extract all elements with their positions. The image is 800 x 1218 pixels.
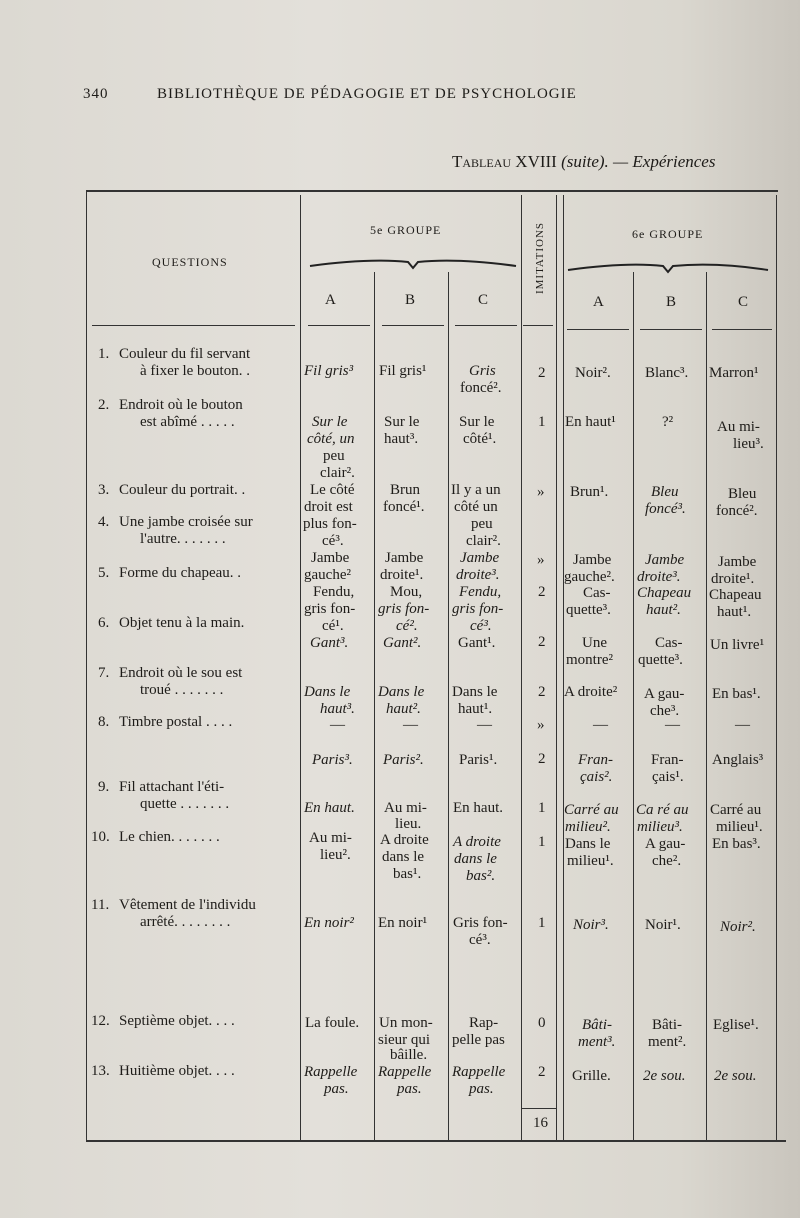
g6b-cell: che³. [650, 703, 680, 719]
g5c-cell: côté un [454, 499, 498, 515]
g5a-cell: gris fon- [304, 601, 356, 617]
g6a-cell: çais². [580, 769, 613, 785]
q2-line1: Endroit où le bouton [119, 397, 243, 413]
q1-line2: à fixer le bouton. . [140, 363, 250, 379]
imitation-count: 2 [538, 365, 546, 381]
g6a-cell: quette³. [566, 602, 611, 618]
imitation-count: » [537, 717, 545, 733]
g6b-cell: 2e sou. [643, 1068, 686, 1084]
g5c-cell: Il y a un [451, 482, 501, 498]
rule-questions [92, 325, 295, 326]
g5a-cell: La foule. [305, 1015, 360, 1031]
g5c-cell: pelle pas [452, 1032, 505, 1048]
g5b-cell: Gant². [383, 635, 422, 651]
g5c-cell: A droite [453, 834, 501, 850]
g5a-cell: peu [323, 448, 345, 464]
q1-num: 1. [98, 346, 110, 362]
g5a-cell: plus fon- [303, 516, 357, 532]
g6a-cell: montre² [566, 652, 613, 668]
q9-num: 9. [98, 779, 110, 795]
group5-brace [308, 254, 518, 270]
g6b-cell: Bleu [651, 484, 679, 500]
rule-6b [640, 329, 702, 330]
g5c-cell: Rappelle [452, 1064, 506, 1080]
g6c-cell: Noir². [720, 919, 756, 935]
g6b-cell: Chapeau [637, 585, 692, 601]
col-rule-questions [300, 195, 301, 1140]
q9-line1: Fil attachant l'éti- [119, 779, 225, 795]
imitation-count: 2 [538, 584, 546, 600]
g6b-cell: — [665, 717, 680, 733]
group6-header: 6e GROUPE [632, 227, 704, 241]
g5a-cell: pas. [324, 1081, 349, 1097]
g6c-cell: haut¹. [717, 604, 752, 620]
g5c-cell: En haut. [453, 800, 503, 816]
q12-line1: Septième objet. . . . [119, 1013, 235, 1029]
page-number: 340 [83, 86, 109, 102]
q11-num: 11. [91, 897, 110, 913]
g6c-cell: En bas³. [712, 836, 761, 852]
q7-line1: Endroit où le sou est [119, 665, 243, 681]
q5-num: 5. [98, 565, 110, 581]
g6a-cell: Carré au [564, 802, 619, 818]
table-bottom-rule [86, 1140, 786, 1142]
g6c-cell: En bas¹. [712, 686, 761, 702]
q4-line1: Une jambe croisée sur [119, 514, 253, 530]
g6b-cell: ?² [662, 414, 674, 430]
q4-line2: l'autre. . . . . . . [140, 531, 226, 547]
g5b-cell: Au mi- [384, 800, 427, 816]
g5a-cell: Sur le [312, 414, 348, 430]
g5c-cell: Gris fon- [453, 915, 508, 931]
g5c-cell: Gant¹. [458, 635, 496, 651]
g5c-cell: pas. [469, 1081, 494, 1097]
imitation-count: 2 [538, 751, 546, 767]
g5c-cell: Fendu, [459, 584, 502, 600]
g6b-cell: Cas- [655, 635, 683, 651]
q6-line1: Objet tenu à la main. [119, 615, 245, 631]
g6c-cell: Anglais³ [712, 752, 764, 768]
rule-6a [567, 329, 629, 330]
g6c-cell: Bleu [728, 486, 757, 502]
g5a-cell: Fil gris³ [304, 363, 354, 379]
g6b-cell: haut². [646, 602, 681, 618]
rule-imit [523, 325, 553, 326]
g5a-cell: droit est [304, 499, 353, 515]
g6a-cell: gauche². [564, 569, 615, 585]
g6c-cell: milieu¹. [716, 819, 763, 835]
q11-line1: Vêtement de l'individu [119, 897, 256, 913]
g6a-cell: Grille. [572, 1068, 611, 1084]
g5b-cell: Sur le [384, 414, 420, 430]
q13-line1: Huitième objet. . . . [119, 1063, 235, 1079]
g5b-cell: pas. [397, 1081, 422, 1097]
g6c-cell: Au mi- [717, 419, 760, 435]
g5a-cell: gauche² [304, 567, 351, 583]
g5a-cell: Le côté [310, 482, 355, 498]
g6b-cell: che². [652, 853, 682, 869]
g6c-cell: Eglise¹. [713, 1017, 759, 1033]
g6c-cell: Un livre¹ [710, 637, 765, 653]
caption-prefix: Tableau XVIII [452, 152, 562, 171]
g6b-cell: Bâti- [652, 1017, 682, 1033]
g6a-cell: Jambe [573, 552, 612, 568]
g5b-cell: Brun [390, 482, 420, 498]
rule-5a [308, 325, 370, 326]
g5b-cell: foncé¹. [383, 499, 425, 515]
g5c-cell: bas². [466, 868, 496, 884]
g6a-cell: Cas- [583, 585, 611, 601]
g5b-cell: En noir¹ [378, 915, 428, 931]
g6a-cell: Noir². [575, 365, 611, 381]
g6a-cell: Brun¹. [570, 484, 609, 500]
g6b-cell: droite³. [637, 569, 681, 585]
g6a-cell: En haut¹ [565, 414, 616, 430]
g5c-cell: Sur le [459, 414, 495, 430]
g5b-cell: haut³. [384, 431, 419, 447]
g5b-cell: Fil gris¹ [379, 363, 427, 379]
group5-header: 5e GROUPE [370, 223, 442, 237]
g5b-cell: Dans le [378, 684, 425, 700]
g5b-cell: bâille. [390, 1047, 428, 1063]
col-rule-6b [706, 272, 707, 1140]
g6c-cell: Jambe [718, 554, 757, 570]
g5b-cell: Mou, [390, 584, 423, 600]
g5a-cell: Jambe [311, 550, 350, 566]
running-head: BIBLIOTHÈQUE DE PÉDAGOGIE ET DE PSYCHOLOGIE [157, 86, 577, 102]
table-caption [452, 152, 715, 172]
g5a-cell: côté, un [307, 431, 355, 447]
g6a-cell: ment³. [578, 1034, 616, 1050]
col-5c-header: C [478, 292, 489, 308]
col-rule-imit-double [563, 195, 564, 1140]
imitation-count: 1 [538, 800, 546, 816]
g6a-cell: milieu¹. [567, 853, 614, 869]
imitation-total: 16 [533, 1115, 548, 1131]
q7-num: 7. [98, 665, 110, 681]
q4-num: 4. [98, 514, 110, 530]
imitation-count: 2 [538, 684, 546, 700]
g5b-cell: haut². [386, 701, 421, 717]
g6b-cell: Jambe [645, 552, 685, 568]
g5c-cell: Gris [469, 363, 496, 379]
g5a-cell: lieu². [320, 847, 351, 863]
g6b-cell: Ca ré au [636, 802, 689, 818]
caption-suite: (suite). [561, 152, 609, 171]
q1-line1: Couleur du fil servant [119, 346, 251, 362]
g5c-cell: haut¹. [458, 701, 493, 717]
g6a-cell: Dans le [565, 836, 611, 852]
caption-suffix: — Expériences [608, 152, 716, 171]
g5b-cell: lieu. [395, 816, 422, 832]
q10-num: 10. [91, 829, 110, 845]
imitation-count: » [537, 484, 545, 500]
g5c-cell: foncé². [460, 380, 502, 396]
g6c-cell: Carré au [710, 802, 762, 818]
q3-line1: Couleur du portrait. . [119, 482, 246, 498]
q10-line1: Le chien. . . . . . . [119, 829, 220, 845]
q11-line2: arrêté. . . . . . . . [140, 914, 231, 930]
g6b-cell: Blanc³. [645, 365, 689, 381]
g6b-cell: foncé³. [645, 501, 686, 517]
g6a-cell: A droite² [564, 684, 618, 700]
g6a-cell: Bâti- [582, 1017, 612, 1033]
q2-num: 2. [98, 397, 110, 413]
g6c-cell: Marron¹ [709, 365, 759, 381]
g5c-cell: — [477, 717, 492, 733]
g5b-cell: Paris². [383, 752, 424, 768]
g5a-cell: Dans le [304, 684, 351, 700]
col-6a-header: A [593, 294, 604, 310]
g5a-cell: cé¹. [322, 618, 344, 634]
g6b-cell: A gau- [645, 836, 686, 852]
q2-line2: est abîmé . . . . . [140, 414, 235, 430]
g5b-cell: droite¹. [380, 567, 424, 583]
imitation-count: 1 [538, 414, 546, 430]
table-right-rule [776, 195, 777, 1140]
g6a-cell: Noir³. [573, 917, 609, 933]
g6a-cell: milieu². [565, 819, 611, 835]
imitation-count: 0 [538, 1015, 546, 1031]
imitation-count: 1 [538, 915, 546, 931]
g5c-cell: Jambe [460, 550, 500, 566]
g5b-cell: Rappelle [378, 1064, 432, 1080]
g5a-cell: Gant³. [310, 635, 349, 651]
group6-brace [566, 258, 770, 274]
imitation-count: 2 [538, 1064, 546, 1080]
g5c-cell: Dans le [452, 684, 498, 700]
g5a-cell: Fendu, [313, 584, 355, 600]
q9-line2: quette . . . . . . . [140, 796, 230, 812]
questions-header: QUESTIONS [152, 255, 228, 269]
g5c-cell: gris fon- [452, 601, 504, 617]
g5a-cell: Au mi- [309, 830, 352, 846]
q13-num: 13. [91, 1063, 110, 1079]
g6c-cell: Chapeau [709, 587, 762, 603]
g6c-cell: foncé². [716, 503, 758, 519]
rule-5b [382, 325, 444, 326]
table-left-rule [86, 192, 87, 1142]
g5a-cell: haut³. [320, 701, 355, 717]
g6c-cell: 2e sou. [714, 1068, 757, 1084]
g6c-cell: lieu³. [733, 436, 764, 452]
q6-num: 6. [98, 615, 110, 631]
g5c-cell: droite³. [456, 567, 500, 583]
g5b-cell: gris fon- [378, 601, 430, 617]
g5a-cell: Paris³. [312, 752, 353, 768]
col-5b-header: B [405, 292, 416, 308]
q3-num: 3. [98, 482, 110, 498]
g6b-cell: A gau- [644, 686, 685, 702]
imitation-count: » [537, 552, 545, 568]
g6b-cell: Noir¹. [645, 917, 681, 933]
g6b-cell: milieu³. [637, 819, 683, 835]
g5c-cell: Paris¹. [459, 752, 498, 768]
g5a-cell: En noir² [304, 915, 354, 931]
rule-5c [455, 325, 517, 326]
g5b-cell: Un mon- [379, 1015, 433, 1031]
g5b-cell: — [403, 717, 418, 733]
g5a-cell: Rappelle [304, 1064, 358, 1080]
rule-6c [712, 329, 772, 330]
g6b-cell: Fran- [651, 752, 684, 768]
col-6c-header: C [738, 294, 749, 310]
q8-line1: Timbre postal . . . . [119, 714, 233, 730]
q8-num: 8. [98, 714, 110, 730]
g5a-cell: En haut. [304, 800, 355, 816]
q12-num: 12. [91, 1013, 110, 1029]
g5b-cell: A droite [380, 832, 429, 848]
g6a-cell: Une [582, 635, 607, 651]
g5a-cell: clair². [320, 465, 355, 481]
g6b-cell: quette³. [638, 652, 683, 668]
q5-line1: Forme du chapeau. . [119, 565, 242, 581]
g5c-cell: côté¹. [463, 431, 497, 447]
g5b-cell: sieur qui [378, 1032, 431, 1048]
g6c-cell: — [735, 717, 750, 733]
g5c-cell: cé³. [469, 932, 491, 948]
g5c-cell: clair². [466, 533, 501, 549]
imitations-header: IMITATIONS [534, 221, 546, 295]
rule-total [522, 1108, 556, 1109]
g6a-cell: Fran- [578, 752, 613, 768]
g5c-cell: Rap- [469, 1015, 499, 1031]
g5c-cell: peu [471, 516, 493, 532]
g6b-cell: çais¹. [652, 769, 684, 785]
col-rule-5a [374, 272, 375, 1140]
g5a-cell: — [330, 717, 345, 733]
col-rule-imit [556, 195, 557, 1140]
g6a-cell: — [593, 717, 608, 733]
col-rule-5c [521, 195, 522, 1140]
g5a-cell: cé³. [322, 533, 344, 549]
imitation-count: 2 [538, 634, 546, 650]
col-rule-6a [633, 272, 634, 1140]
g5b-cell: cé². [396, 618, 418, 634]
g5b-cell: Jambe [385, 550, 424, 566]
col-rule-5b [448, 272, 449, 1140]
g5b-cell: bas¹. [393, 866, 422, 882]
table-top-rule [86, 190, 778, 192]
col-6b-header: B [666, 294, 677, 310]
imitation-count: 1 [538, 834, 546, 850]
g5c-cell: cé³. [470, 618, 492, 634]
q7-line2: troué . . . . . . . [140, 682, 224, 698]
g5b-cell: dans le [382, 849, 425, 865]
g5c-cell: dans le [454, 851, 497, 867]
g6b-cell: ment². [648, 1034, 687, 1050]
col-5a-header: A [325, 292, 336, 308]
g6c-cell: droite¹. [711, 571, 755, 587]
